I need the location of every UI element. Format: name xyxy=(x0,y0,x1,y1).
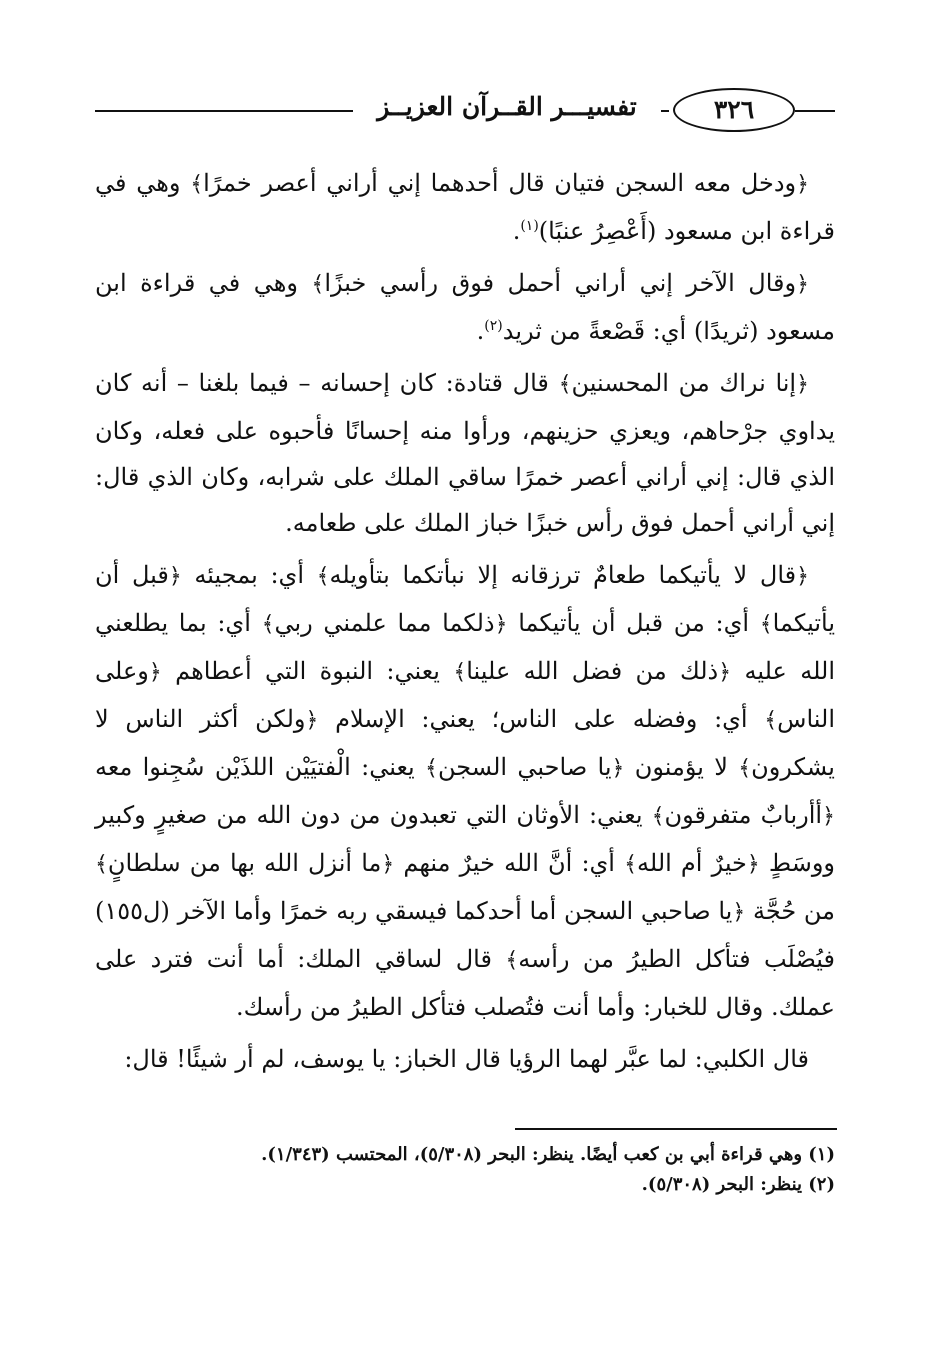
quran-bracket-open: ﴿ xyxy=(796,272,810,297)
footnote-1: (١) وهي قراءة أبي بن كعب أيضًا. ينظر: البحر (٥/٣٠٨)، المحتسب (١/٣٤٣). xyxy=(261,1144,835,1165)
text-run: ذلك من فضل الله علينا xyxy=(466,657,719,685)
paragraph xyxy=(95,160,835,254)
text-run: ودخل معه السجن فتيان قال أحدهما إني أراني أعصر خمرًا xyxy=(203,169,797,197)
header-rule-middle xyxy=(661,110,669,112)
text-run: ذلكما مما علمني ربي xyxy=(274,609,495,637)
book-title: تفسيـــر القــرآن العزيــز xyxy=(377,92,637,121)
quran-bracket-open: ﴿ xyxy=(611,756,625,781)
text-run: وهي في قراءة ابن مسعود (أَعْصِرُ عنبًا) xyxy=(95,169,835,245)
text-run: لا يؤمنون xyxy=(624,753,739,781)
text-run: قبل أن يأتيكما xyxy=(95,561,835,637)
page-number: ٣٢٦ xyxy=(673,88,795,132)
quran-bracket-close: ﴾ xyxy=(95,852,108,877)
quran-bracket-close: ﴾ xyxy=(261,612,275,637)
footnote-2: (٢) ينظر: البحر (٥/٣٠٨). xyxy=(641,1174,835,1195)
text-run: قال الكلبي: لما عبَّر لهما الرؤيا قال الخباز: يا يوسف، لم أر شيئًا! قال: xyxy=(124,1045,809,1073)
quran-bracket-close: ﴾ xyxy=(624,852,637,877)
text-run: قال قتادة: كان إحسانه – فيما بلغنا – أنه كان يداوي جرْحاهم، ويعزي حزينهم، ورأوا منه إحسانًا فأحبوه على فعله، وكان الذي قال: إني أراني أعصر خمرًا ساقي الملك على شرابه، وكان الذي قال: إني أراني أحمل فوق رأس خبزًا خباز الملك على طعامه. xyxy=(95,369,835,537)
text-run: يا صاحبي السجن أما أحدكما فيسقي ربه خمرًا وأما الآخر (ل١٥٥) فيُصْلَب فتأكل الطيرُ من رأسه xyxy=(95,897,835,973)
text-run: أي: أنَّ الله خيرٌ منهم xyxy=(394,849,625,877)
text-run: يعني: الْفتيَيْن اللذَيْن سُجِنوا معه xyxy=(95,753,426,781)
paragraph xyxy=(95,1036,835,1082)
paragraph xyxy=(95,260,835,354)
text-run: ولكن أكثر الناس لا يشكرون xyxy=(95,705,835,781)
quran-bracket-close: ﴾ xyxy=(651,804,665,829)
text-run: أي: من قبل أن يأتيكما xyxy=(507,609,760,637)
text-run: وهي في قراءة ابن مسعود (ثريدًا) أي: قَصْعةً من ثريد xyxy=(95,269,835,345)
quran-bracket-close: ﴾ xyxy=(190,172,204,197)
text-run: خيرٌ أم الله xyxy=(637,849,747,877)
running-header xyxy=(95,80,835,138)
text-run: من حُجَّة xyxy=(745,897,835,925)
text-run: يعني: الأوثان التي تعبدون من دون الله من صغيرٍ وكبير ووسَطٍ xyxy=(95,801,835,877)
text-run: أي: وفضله على الناس؛ يعني: الإسلام xyxy=(318,705,765,733)
text-run: إنا نراك من المحسنين xyxy=(571,369,797,397)
quran-bracket-close: ﴾ xyxy=(505,948,519,973)
text-run: قال لساقي الملك: أما أنت فترد على عملك. وقال للخبار: وأما أنت فتُصلب فتأكل الطيرُ من رأسك. xyxy=(95,945,835,1021)
text-run: أأربابٌ متفرقون xyxy=(664,801,823,829)
quran-bracket-close: ﴾ xyxy=(316,564,330,589)
quran-bracket-open: ﴿ xyxy=(718,660,732,685)
text-run: يعني: النبوة التي أعطاهم xyxy=(161,657,454,685)
quran-bracket-open: ﴿ xyxy=(796,172,810,197)
quran-bracket-open: ﴿ xyxy=(381,852,395,877)
text-run: . xyxy=(512,217,521,245)
quran-bracket-open: ﴿ xyxy=(796,372,809,397)
quran-bracket-open: ﴿ xyxy=(168,564,182,589)
header-rule-right xyxy=(795,110,835,112)
quran-bracket-close: ﴾ xyxy=(425,756,438,781)
text-run: . xyxy=(476,317,485,345)
main-text xyxy=(95,160,835,1088)
text-run: وعلى الناس xyxy=(95,657,836,733)
text-run: أي: بمجيئه xyxy=(181,561,317,589)
text-run: وقال الآخر إني أراني أحمل فوق رأسي خبزًا xyxy=(324,269,797,297)
footnote-reference: (٢) xyxy=(484,318,503,334)
quran-bracket-open: ﴿ xyxy=(822,804,835,829)
paragraph xyxy=(95,552,835,1030)
quran-bracket-open: ﴿ xyxy=(746,852,760,877)
quran-bracket-open: ﴿ xyxy=(732,900,746,925)
quran-bracket-open: ﴿ xyxy=(148,660,162,685)
text-run: قال لا يأتيكما طعامٌ ترزقانه إلا نبأتكما بتأويله xyxy=(329,561,797,589)
text-run: أي: بما يطلعني الله عليه xyxy=(95,609,835,685)
footnote-reference: (١) xyxy=(520,218,539,234)
paragraph xyxy=(95,360,835,546)
footnotes xyxy=(95,1140,835,1200)
quran-bracket-close: ﴾ xyxy=(453,660,467,685)
footnote-separator xyxy=(515,1128,837,1130)
text-run: يا صاحبي السجن xyxy=(437,753,612,781)
quran-bracket-open: ﴿ xyxy=(494,612,508,637)
quran-bracket-open: ﴿ xyxy=(305,708,319,733)
quran-bracket-close: ﴾ xyxy=(311,272,325,297)
header-rule-left xyxy=(95,110,353,112)
text-run: ما أنزل الله بها من سلطانٍ xyxy=(107,849,382,877)
quran-bracket-close: ﴾ xyxy=(759,612,773,637)
quran-bracket-close: ﴾ xyxy=(558,372,572,397)
quran-bracket-open: ﴿ xyxy=(796,564,810,589)
quran-bracket-close: ﴾ xyxy=(764,708,778,733)
quran-bracket-close: ﴾ xyxy=(738,756,752,781)
